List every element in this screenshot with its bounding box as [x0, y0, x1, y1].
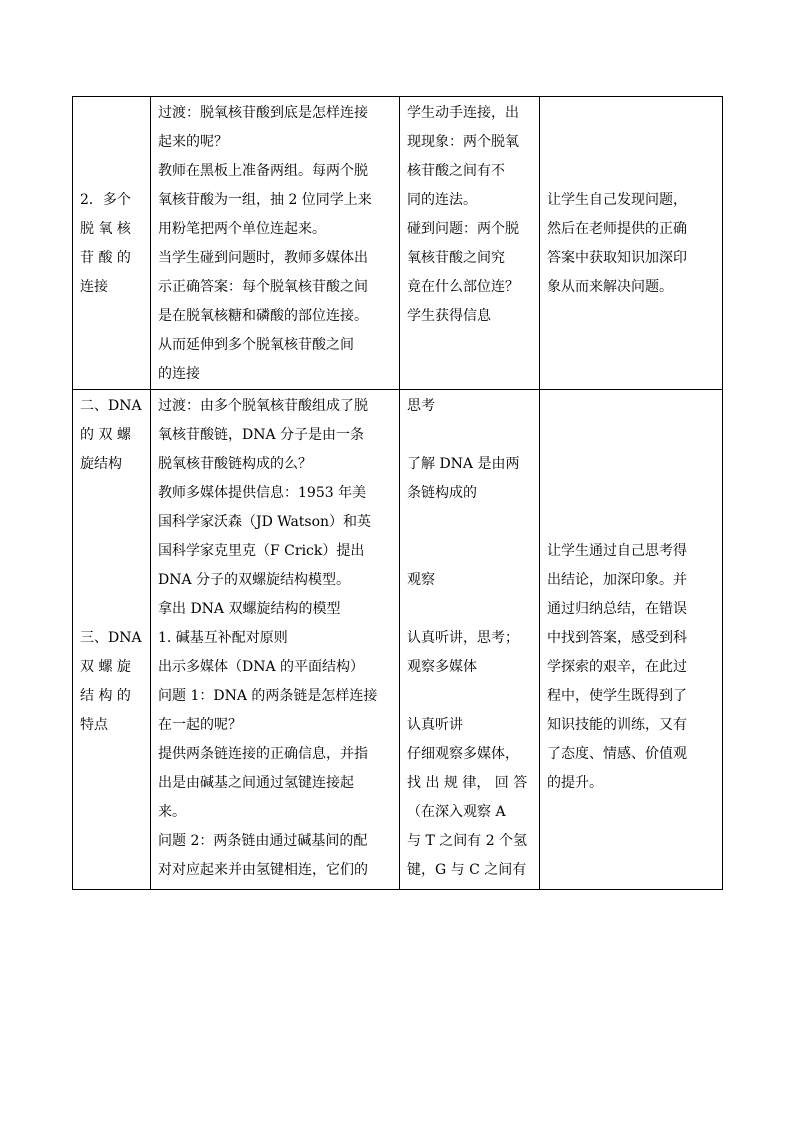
stage-cell: [73, 97, 151, 390]
text-line: 通过归纳总结，在错误: [547, 601, 687, 617]
text-line: 象从而来解决问题。: [547, 279, 673, 295]
stage-line: 特点: [80, 717, 108, 733]
stage-line: 结 构 的: [80, 688, 131, 704]
text-line: 学生动手连接，出: [407, 105, 519, 121]
text-line: 让学生自己发现问题，: [547, 192, 687, 208]
text-line: 与 T 之间有 2 个氢: [407, 833, 528, 849]
text-line: 碰到问题：两个脱: [407, 221, 519, 237]
text-line: 用粉笔把两个单位连起来。: [158, 221, 326, 237]
stage-line: 的 双 螺: [80, 427, 131, 443]
text-line: 答案中获取知识加深印: [547, 250, 687, 266]
text-line: 教师多媒体提供信息：1953 年美: [158, 485, 367, 501]
text-line: 观察: [407, 572, 435, 588]
text-line: 提供两条链连接的正确信息，并指: [158, 746, 368, 762]
text-line: 了态度、情感、价值观: [547, 746, 687, 762]
text-line: 对对应起来并由氢键相连，它们的: [158, 862, 368, 878]
text-line: 出示多媒体（DNA 的平面结构）: [158, 659, 365, 675]
text-line: 让学生通过自己思考得: [547, 543, 687, 559]
stage-line: 三、DNA: [80, 630, 142, 646]
text-line: 在一起的呢？: [158, 717, 242, 733]
stage-cell: [73, 390, 151, 890]
stage-line: 脱 氧 核: [80, 221, 131, 237]
text-line: 认真听讲，思考；: [407, 630, 519, 646]
stage-line: 旋结构: [80, 456, 122, 472]
text-line: 仔细观察多媒体，: [407, 746, 519, 762]
text-line: 知识技能的训练，又有: [547, 717, 687, 733]
student-activity-cell: [400, 97, 540, 390]
text-line: 出是由碱基之间通过氢键连接起: [158, 775, 354, 791]
lesson-plan-table: [72, 96, 723, 890]
text-line: 过渡：由多个脱氧核苷酸组成了脱: [158, 398, 368, 414]
text-line: 学生获得信息: [407, 308, 491, 324]
text-line: 的提升。: [547, 775, 603, 791]
text-line: 1. 碱基互补配对原则: [158, 630, 288, 646]
text-line: 氧核苷酸之间究: [407, 250, 505, 266]
teacher-activity-cell: [151, 390, 400, 890]
text-line: （在深入观察 A: [407, 804, 506, 820]
text-line: 了解 DNA 是由两: [407, 456, 520, 472]
text-line: 氧核苷酸为一组，抽 2 位同学上来: [158, 192, 372, 208]
text-line: 现现象：两个脱氧: [407, 134, 519, 150]
text-line: 程中，使学生既得到了: [547, 688, 687, 704]
text-line: DNA 分子的双螺旋结构模型。: [158, 572, 351, 588]
text-line: 同的连法。: [407, 192, 477, 208]
text-line: 认真听讲: [407, 717, 463, 733]
text-line: 过渡：脱氧核苷酸到底是怎样连接: [158, 105, 368, 121]
text-line: 示正确答案：每个脱氧核苷酸之间: [158, 279, 368, 295]
stage-line: 连接: [80, 279, 108, 295]
text-line: 当学生碰到问题时，教师多媒体出: [158, 250, 368, 266]
text-line: 中找到答案，感受到科: [547, 630, 687, 646]
text-line: 出结论，加深印象。并: [547, 572, 687, 588]
text-line: 拿出 DNA 双螺旋结构的模型: [158, 601, 341, 617]
text-line: 脱氧核苷酸链构成的么？: [158, 456, 312, 472]
text-line: 国科学家沃森（JD Watson）和英: [158, 514, 372, 530]
text-line: 键，G 与 C 之间有: [407, 862, 527, 878]
stage-line: 二、DNA: [80, 398, 142, 414]
text-line: 起来的呢？: [158, 134, 228, 150]
text-line: 条链构成的: [407, 485, 477, 501]
text-line: 核苷酸之间有不: [407, 163, 505, 179]
student-activity-cell: [400, 390, 540, 890]
text-line: 是在脱氧核糖和磷酸的部位连接。: [158, 308, 368, 324]
text-line: 氧核苷酸链，DNA 分子是由一条: [158, 427, 365, 443]
design-intent-cell: [540, 390, 723, 890]
text-line: 的连接: [158, 366, 200, 382]
stage-line: 苷 酸 的: [80, 250, 131, 266]
text-line: 然后在老师提供的正确: [547, 221, 687, 237]
table-row: [73, 390, 723, 890]
text-line: 观察多媒体: [407, 659, 477, 675]
text-line: 从而延伸到多个脱氧核苷酸之间: [158, 337, 354, 353]
design-intent-cell: [540, 97, 723, 390]
text-line: 找 出 规 律， 回 答: [407, 775, 528, 791]
stage-line: 2．多个: [80, 192, 131, 208]
text-line: 问题 2：两条链由通过碱基间的配: [158, 833, 368, 849]
stage-line: 双 螺 旋: [80, 659, 131, 675]
text-line: 教师在黑板上准备两组。每两个脱: [158, 163, 368, 179]
text-line: 问题 1：DNA 的两条链是怎样连接: [158, 688, 378, 704]
text-line: 国科学家克里克（F Crick）提出: [158, 543, 365, 559]
text-line: 学探索的艰辛，在此过: [547, 659, 687, 675]
teacher-activity-cell: [151, 97, 400, 390]
text-line: 来。: [158, 804, 186, 820]
text-line: 思考: [407, 398, 435, 414]
table-row: [73, 97, 723, 390]
text-line: 竟在什么部位连？: [407, 279, 519, 295]
